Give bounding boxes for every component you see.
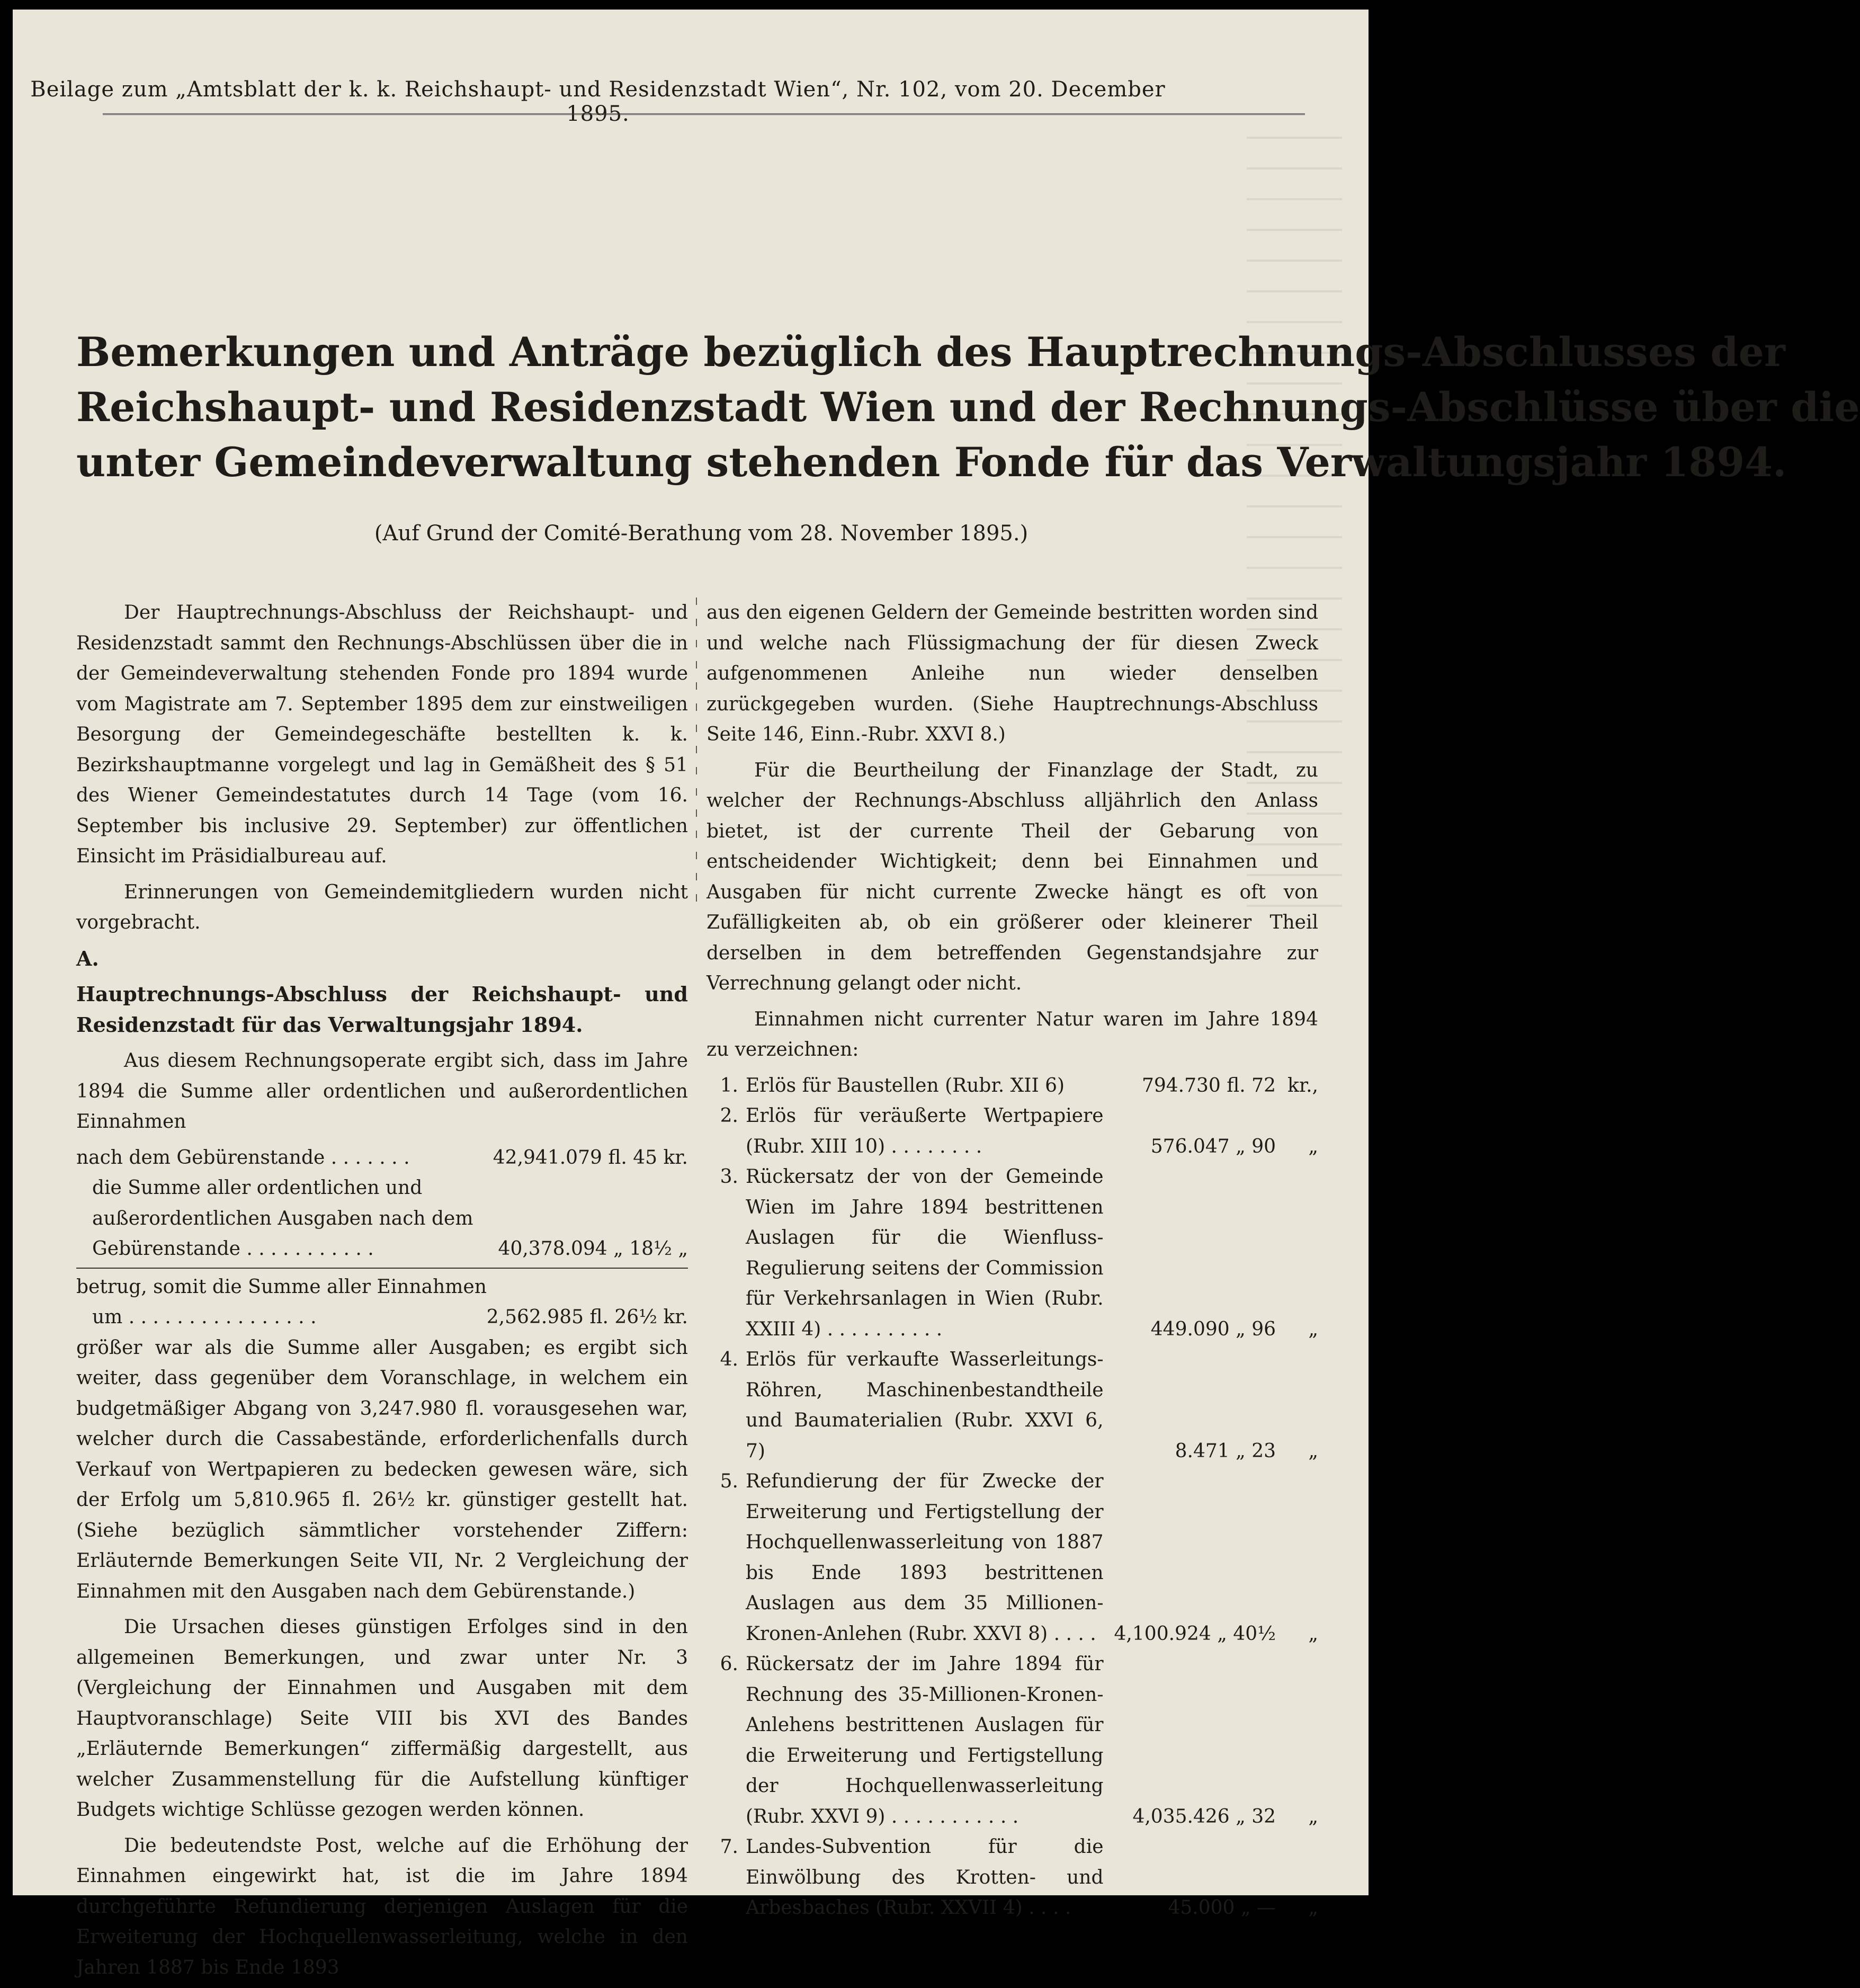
item-number: 7. bbox=[720, 1836, 738, 1858]
calc-amount: 42,941.079 fl. 45 kr. bbox=[493, 1146, 688, 1169]
item-number: 5. bbox=[720, 1470, 738, 1492]
paragraph: Aus diesem Rechnungsoperate ergibt sich, dass im Jahre 1894 die Summe aller ordentlichen und außerordentlichen Einnahmen bbox=[76, 1050, 688, 1133]
paragraph: größer war als die Summe aller Ausgaben; es ergibt sich weiter, dass gegenüber dem Voranschlage, in welchem ein budgetmäßiger Abgang von 3,247.980 fl. vorausgesehen war, welcher durch die Cassabestände, erforderlichenfalls durch Verkauf von Wertpapieren zu bedecken gewesen wäre, sich der Erfolg um 5,810.965 fl. 26½ kr. günstiger gestellt hat. (Siehe bezüglich sämmtlicher vorstehender Ziffern: Erläuternde Bemerkungen Seite VII, Nr. 2 Vergleichung der Einnahmen mit den Ausgaben nach dem Gebürenstande.) bbox=[76, 1336, 688, 1602]
calc-label: nach dem Gebürenstande . . . . . . . bbox=[76, 1146, 410, 1169]
item-description: Rückersatz der im Jahre 1894 für Rechnung des 35-Millionen-Kronen-Anlehens bestrittenen Auslagen für die Erweiterung und Fertigstellung der Hochquellenwasserleitung (Rubr. XXVI 9) . . . . . . . . . . . bbox=[746, 1653, 1104, 1827]
item-description: Erlös für veräußerte Wertpapiere (Rubr. XIII 10) . . . . . . . . bbox=[746, 1105, 1104, 1157]
item-value: 8.471 „ 23 bbox=[1175, 1440, 1276, 1462]
item-description: Landes-Subvention für die Einwölbung des Krotten- und Arbesbaches (Rubr. XXVII 4) . . . . bbox=[746, 1836, 1104, 1919]
paragraph: betrug, somit die Summe aller Einnahmen bbox=[76, 1276, 487, 1298]
calc-label: um . . . . . . . . . . . . . . . . bbox=[92, 1306, 317, 1328]
item-number: 6. bbox=[720, 1653, 738, 1675]
document-title bbox=[76, 325, 1860, 490]
title-line-2: Reichshaupt- und Residenzstadt Wien und der Rechnungs-Abschlüsse über die bbox=[76, 384, 1860, 431]
item-number: 3. bbox=[720, 1166, 738, 1188]
calc-row bbox=[76, 1173, 688, 1264]
item-value: 794.730 fl. 72 bbox=[1141, 1074, 1276, 1096]
item-unit: „ bbox=[1308, 1805, 1318, 1827]
list-item bbox=[707, 1832, 1318, 1923]
balance-result bbox=[76, 1302, 688, 1333]
item-unit: „ bbox=[1308, 1440, 1318, 1462]
item-value: 4,100.924 „ 40½ bbox=[1114, 1623, 1276, 1645]
non-current-revenue-list bbox=[707, 1071, 1318, 1923]
item-value: 4,035.426 „ 32 bbox=[1132, 1805, 1276, 1827]
header-rule bbox=[103, 113, 1305, 115]
item-value: 576.047 „ 90 bbox=[1150, 1135, 1276, 1157]
calc-label: die Summe aller ordentlichen und außerordentlichen Ausgaben nach dem Gebürenstande . . . . . . . . . . . bbox=[92, 1177, 473, 1260]
item-unit: „ bbox=[1308, 1623, 1318, 1645]
item-number: 2. bbox=[720, 1105, 738, 1127]
item-value: 449.090 „ 96 bbox=[1150, 1318, 1276, 1340]
list-item bbox=[707, 1101, 1318, 1162]
section-heading: Hauptrechnungs-Abschluss der Reichshaupt- und Residenzstadt für das Verwaltungsjahr 1894. bbox=[76, 982, 688, 1037]
section-letter: A. bbox=[76, 946, 99, 970]
calc-row bbox=[76, 1302, 688, 1333]
item-description: Rückersatz der von der Gemeinde Wien im Jahre 1894 bestrittenen Auslagen für die Wienfluss-Regulierung seitens der Commission für Verkehrsanlagen in Wien (Rubr. XXIII 4) . . . . . . . . . . bbox=[746, 1166, 1104, 1340]
item-unit: kr., bbox=[1287, 1074, 1318, 1096]
calc-amount: 2,562.985 fl. 26½ kr. bbox=[486, 1306, 688, 1328]
list-item bbox=[707, 1344, 1318, 1466]
item-description: Erlös für Baustellen (Rubr. XII 6) bbox=[746, 1074, 1065, 1096]
paragraph: Der Hauptrechnungs-Abschluss der Reichshaupt- und Residenzstadt sammt den Rechnungs-Abschlüssen über die in der Gemeindeverwaltung stehenden Fonde pro 1894 wurde vom Magistrate am 7. September 1895 dem zur einstweiligen Besorgung der Gemeindegeschäfte bestellten k. k. Bezirkshauptmanne vorgelegt und lag in Gemäßheit des § 51 des Wiener Gemeindestatutes durch 14 Tage (vom 16. September bis inclusive 29. September) zur öffentlichen Einsicht im Präsidialbureau auf. bbox=[76, 602, 688, 867]
sum-rule bbox=[76, 1268, 688, 1269]
item-number: 4. bbox=[720, 1349, 738, 1370]
document-page bbox=[13, 10, 1860, 1978]
list-item bbox=[707, 1071, 1318, 1101]
left-column bbox=[76, 598, 688, 1988]
title-line-1: Bemerkungen und Anträge bezüglich des Hauptrechnungs-Abschlusses der bbox=[76, 328, 1785, 376]
paragraph: Einnahmen nicht currenter Natur waren im Jahre 1894 zu verzeichnen: bbox=[707, 1008, 1318, 1060]
list-item bbox=[707, 1649, 1318, 1832]
item-number: 1. bbox=[720, 1074, 738, 1096]
paragraph: Erinnerungen von Gemeindemitgliedern wurden nicht vorgebracht. bbox=[76, 881, 688, 933]
title-line-3: unter Gemeindeverwaltung stehenden Fonde für das Verwaltungsjahr 1894. bbox=[76, 439, 1787, 486]
calc-row bbox=[76, 1143, 688, 1173]
list-item bbox=[707, 1162, 1318, 1344]
paragraph: Die Ursachen dieses günstigen Erfolges sind in den allgemeinen Bemerkungen, und zwar unter Nr. 3 (Vergleichung der Einnahmen und Ausgaben mit dem Hauptvoranschlage) Seite VIII bis XVI des Bandes „Erläuternde Bemerkungen“ ziffermäßig dargestellt, aus welcher Zusammenstellung für die Aufstellung künftiger Budgets wichtige Schlüsse gezogen werden können. bbox=[76, 1616, 688, 1821]
right-column bbox=[707, 598, 1318, 1923]
paragraph: Die bedeutendste Post, welche auf die Erhöhung der Einnahmen eingewirkt hat, ist die im Jahre 1894 durchgeführte Refundierung derjenigen Auslagen für die Erweiterung der Hochquellenwasserleitung, welche in den Jahren 1887 bis Ende 1893 bbox=[76, 1834, 688, 1978]
column-divider bbox=[696, 598, 697, 905]
document-subtitle: (Auf Grund der Comité-Berathung vom 28. November 1895.) bbox=[374, 521, 1029, 546]
item-unit: „ bbox=[1308, 1318, 1318, 1340]
item-description: Erlös für verkaufte Wasserleitungs-Röhren, Maschinenbestandtheile und Baumaterialien (Rubr. XXVI 6, 7) bbox=[746, 1349, 1104, 1462]
paragraph: Für die Beurtheilung der Finanzlage der Stadt, zu welcher der Rechnungs-Abschluss alljährlich den Anlass bietet, ist der currente Theil der Gebarung von entscheidender Wichtigkeit; denn bei Einnahmen und Ausgaben für nicht currente Zwecke hängt es oft von Zufälligkeiten ab, ob ein größerer oder kleinerer Theil derselben in dem betreffenden Gegenstandsjahre zur Verrechnung gelangt oder nicht. bbox=[707, 759, 1318, 994]
item-value: 45.000 „ — bbox=[1168, 1897, 1276, 1919]
item-unit: „ bbox=[1308, 1897, 1318, 1919]
supplement-header: Beilage zum „Amtsblatt der k. k. Reichshaupt- und Residenzstadt Wien“, Nr. 102, vom 20. December 1895. bbox=[30, 77, 1166, 126]
item-description: Refundierung der für Zwecke der Erweiterung und Fertigstellung der Hochquellenwasserleitung von 1887 bis Ende 1893 bestrittenen Auslagen aus dem 35 Millionen-Kronen-Anlehen (Rubr. XXVI 8) . . . . bbox=[746, 1470, 1104, 1645]
item-unit: „ bbox=[1308, 1135, 1318, 1157]
balance-calculation bbox=[76, 1143, 688, 1264]
calc-amount: 40,378.094 „ 18½ „ bbox=[498, 1238, 688, 1260]
list-item bbox=[707, 1466, 1318, 1649]
paragraph: aus den eigenen Geldern der Gemeinde bestritten worden sind und welche nach Flüssigmachung der für diesen Zweck aufgenommenen Anleihe nun wieder denselben zurückgegeben wurden. (Siehe Hauptrechnungs-Abschluss Seite 146, Einn.-Rubr. XXVI 8.) bbox=[707, 602, 1318, 745]
